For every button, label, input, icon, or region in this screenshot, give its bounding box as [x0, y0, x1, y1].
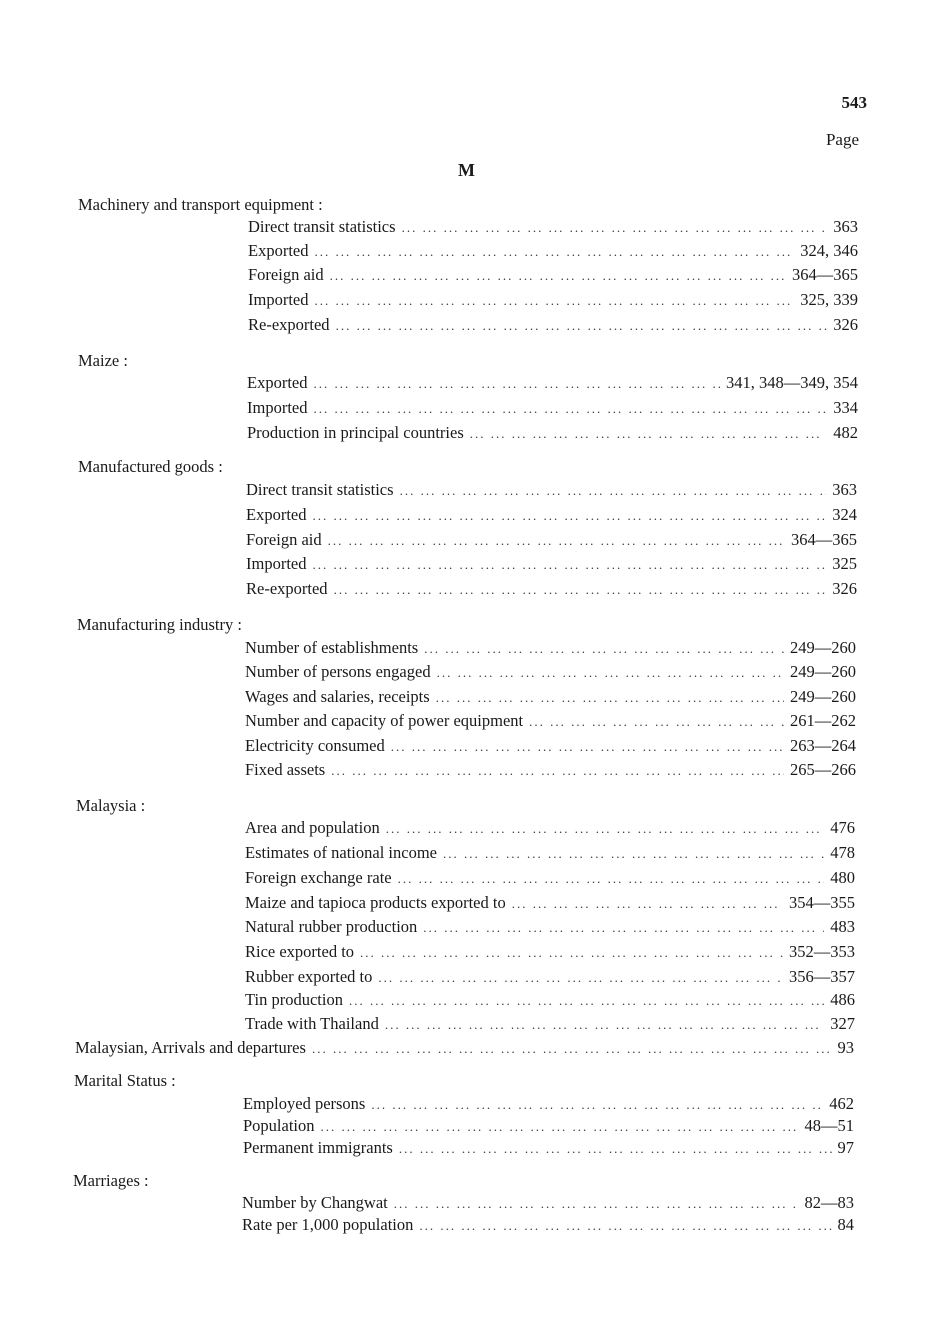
- index-entry: [248, 217, 858, 239]
- leader-dots: [399, 1141, 832, 1157]
- index-entry: [246, 505, 857, 527]
- entry-page: 324: [832, 505, 857, 524]
- leader-dots: [529, 714, 784, 730]
- entry-page: 84: [837, 1215, 854, 1234]
- leader-dots: [371, 1097, 823, 1113]
- leader-dots: [386, 821, 825, 837]
- leader-dots: [312, 508, 826, 524]
- index-entry: [243, 1116, 854, 1138]
- index-entry: [247, 373, 858, 395]
- entry-page: 249—260: [790, 687, 856, 706]
- entry-label: Re-exported: [248, 315, 330, 334]
- leader-dots: [321, 1119, 799, 1135]
- entry-label: Estimates of national income: [245, 843, 437, 862]
- entry-page: 48—51: [804, 1116, 854, 1135]
- index-entry: [245, 967, 855, 989]
- index-entry: [245, 917, 855, 939]
- entry-label: Area and population: [245, 818, 380, 837]
- entry-page: 97: [837, 1138, 854, 1157]
- entry-label: Wages and salaries, receipts: [245, 687, 430, 706]
- entry-page: 326: [833, 315, 858, 334]
- entry-page: 265—266: [790, 760, 856, 779]
- index-entry: [245, 990, 855, 1012]
- entry-page: 356—357: [789, 967, 855, 986]
- leader-dots: [423, 920, 824, 936]
- index-entry: [245, 893, 855, 915]
- entry-page: 480: [830, 868, 855, 887]
- entry-label: Imported: [248, 290, 309, 309]
- entry-page: 325, 339: [800, 290, 858, 309]
- entry-label: Fixed assets: [245, 760, 326, 779]
- leader-dots: [313, 401, 827, 417]
- group-heading: Manufactured goods :: [78, 457, 223, 476]
- entry-page: 483: [830, 917, 855, 936]
- entry-page: 341, 348—349, 354: [726, 373, 858, 392]
- entry-label: Tin production: [245, 990, 343, 1009]
- section-letter: M: [458, 160, 475, 180]
- leader-dots: [336, 318, 828, 334]
- entry-label: Imported: [247, 398, 308, 417]
- index-entry: [246, 554, 857, 576]
- leader-dots: [391, 739, 784, 755]
- entry-label: Foreign aid: [248, 265, 324, 284]
- entry-label: Number and capacity of power equipment: [245, 711, 524, 730]
- entry-label: Direct transit statistics: [248, 217, 396, 236]
- leader-dots: [394, 1196, 799, 1212]
- entry-page: 363: [832, 480, 857, 499]
- index-entry: [247, 398, 858, 420]
- index-entry: [248, 290, 858, 312]
- entry-label: Employed persons: [243, 1094, 366, 1113]
- entry-page: 478: [830, 843, 855, 862]
- index-entry: [245, 1014, 855, 1036]
- leader-dots: [328, 533, 785, 549]
- entry-label: Maize and tapioca products exported to: [245, 893, 506, 912]
- entry-label: Rate per 1,000 population: [242, 1215, 414, 1234]
- index-entry: [246, 579, 857, 601]
- entry-page: 324, 346: [800, 241, 858, 260]
- entry-label: Number of establishments: [245, 638, 419, 657]
- group-heading: Marital Status :: [74, 1071, 176, 1090]
- entry-label: Number of persons engaged: [245, 662, 431, 681]
- entry-label: Direct transit statistics: [246, 480, 394, 499]
- index-entry: [247, 423, 858, 445]
- entry-page: 93: [837, 1038, 854, 1057]
- leader-dots: [330, 268, 786, 284]
- leader-dots: [313, 376, 720, 392]
- entry-page: 364—365: [792, 265, 858, 284]
- index-entry: [246, 480, 857, 502]
- index-entry: [245, 662, 856, 684]
- entry-page: 249—260: [790, 638, 856, 657]
- leader-dots: [349, 993, 824, 1009]
- index-entry: [245, 818, 855, 840]
- index-entry: [248, 241, 858, 263]
- index-entry: [242, 1215, 854, 1237]
- leader-dots: [314, 244, 794, 260]
- entry-page: 334: [833, 398, 858, 417]
- group-heading: Manufacturing industry :: [77, 615, 242, 634]
- index-entry: [245, 760, 856, 782]
- group-heading: Maize :: [78, 351, 128, 370]
- entry-label: Foreign aid: [246, 530, 322, 549]
- index-entry: [245, 711, 856, 733]
- leader-dots: [312, 1041, 832, 1057]
- entry-page: 327: [830, 1014, 855, 1033]
- entry-label: Exported: [248, 241, 309, 260]
- index-entry: [245, 638, 856, 660]
- leader-dots: [512, 896, 783, 912]
- page-column-label: Page: [825, 130, 859, 149]
- index-entry: [245, 942, 855, 964]
- leader-dots: [378, 970, 783, 986]
- entry-label: Imported: [246, 554, 307, 573]
- entry-label: Re-exported: [246, 579, 328, 598]
- entry-label: Rubber exported to: [245, 967, 373, 986]
- entry-label: Permanent immigrants: [243, 1138, 393, 1157]
- leader-dots: [334, 582, 827, 598]
- index-entry: [245, 868, 855, 890]
- index-entry: [248, 315, 858, 337]
- leader-dots: [360, 945, 783, 961]
- index-entry: [75, 1038, 854, 1060]
- entry-page: 82—83: [804, 1193, 854, 1212]
- entry-label: Rice exported to: [245, 942, 355, 961]
- entry-page: 462: [829, 1094, 854, 1113]
- entry-page: 326: [832, 579, 857, 598]
- entry-label: Production in principal countries: [247, 423, 464, 442]
- group-heading: Malaysia :: [76, 796, 146, 815]
- leader-dots: [331, 763, 784, 779]
- entry-page: 354—355: [789, 893, 855, 912]
- entry-label: Population: [243, 1116, 315, 1135]
- entry-page: 352—353: [789, 942, 855, 961]
- leader-dots: [437, 665, 784, 681]
- entry-label: Number by Changwat: [242, 1193, 388, 1212]
- leader-dots: [470, 426, 828, 442]
- index-entry: [245, 736, 856, 758]
- leader-dots: [385, 1017, 824, 1033]
- entry-page: 364—365: [791, 530, 857, 549]
- index-entry: [245, 843, 855, 865]
- entry-label: Exported: [247, 373, 308, 392]
- entry-label: Malaysian, Arrivals and departures: [75, 1038, 306, 1057]
- entry-label: Exported: [246, 505, 307, 524]
- entry-label: Trade with Thailand: [245, 1014, 379, 1033]
- entry-page: 476: [830, 818, 855, 837]
- index-entry: [248, 265, 858, 287]
- entry-page: 486: [830, 990, 855, 1009]
- group-heading: Machinery and transport equipment :: [78, 195, 323, 214]
- leader-dots: [400, 483, 827, 499]
- entry-page: 249—260: [790, 662, 856, 681]
- leader-dots: [402, 220, 828, 236]
- group-heading: Marriages :: [73, 1171, 149, 1190]
- index-entry: [242, 1193, 854, 1215]
- leader-dots: [436, 690, 784, 706]
- leader-dots: [424, 641, 784, 657]
- entry-label: Foreign exchange rate: [245, 868, 392, 887]
- leader-dots: [419, 1218, 831, 1234]
- entry-page: 261—262: [790, 711, 856, 730]
- index-entry: [246, 530, 857, 552]
- leader-dots: [398, 871, 825, 887]
- index-entry: [243, 1094, 854, 1116]
- entry-page: 363: [833, 217, 858, 236]
- leader-dots: [443, 846, 824, 862]
- page-number: 543: [841, 93, 867, 112]
- entry-page: 482: [833, 423, 858, 442]
- leader-dots: [312, 557, 826, 573]
- entry-label: Natural rubber production: [245, 917, 418, 936]
- index-entry: [245, 687, 856, 709]
- entry-page: 263—264: [790, 736, 856, 755]
- entry-label: Electricity consumed: [245, 736, 385, 755]
- index-entry: [243, 1138, 854, 1160]
- leader-dots: [314, 293, 794, 309]
- entry-page: 325: [832, 554, 857, 573]
